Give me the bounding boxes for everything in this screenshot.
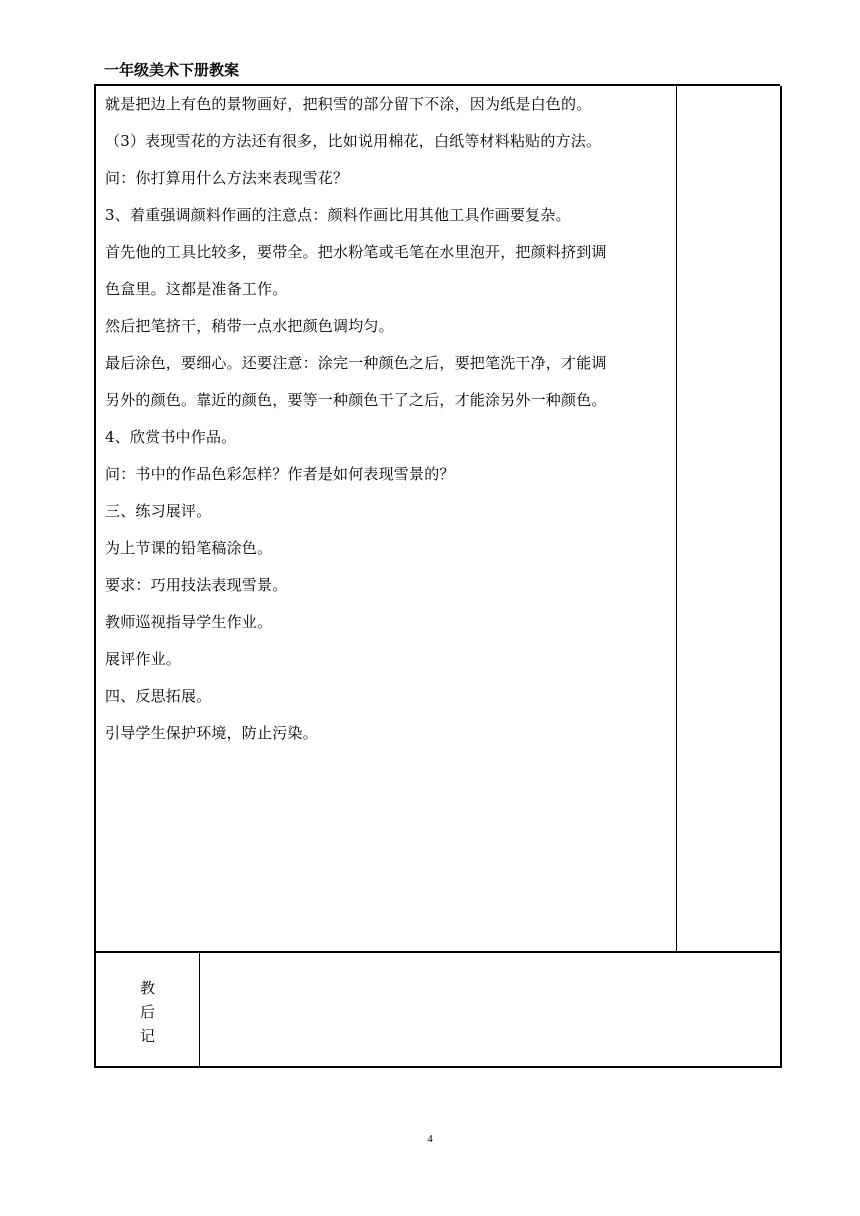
reflection-row — [96, 953, 780, 1066]
text-line: 色盒里。这都是准备工作。 — [105, 280, 288, 298]
lesson-body-row — [96, 86, 780, 953]
text-line: 就是把边上有色的景物画好，把积雪的部分留下不涂，因为纸是白色的。 — [105, 95, 592, 113]
page-number: 4 — [427, 1133, 433, 1145]
reflection-notes-cell — [201, 953, 780, 1066]
text-line: 然后把笔挤干，稍带一点水把颜色调均匀。 — [105, 317, 394, 335]
side-notes-cell — [678, 86, 780, 951]
reflection-label-char: 后 — [139, 1003, 155, 1021]
text-line: 教师巡视指导学生作业。 — [105, 613, 273, 631]
lesson-text — [105, 86, 680, 752]
reflection-label — [96, 976, 199, 1048]
text-line: 3、着重强调颜料作画的注意点：颜料作画比用其他工具作画要复杂。 — [105, 206, 571, 224]
text-line: 引导学生保护环境，防止污染。 — [105, 724, 318, 742]
text-line: 展评作业。 — [105, 650, 182, 668]
page-title: 一年级美术下册教案 — [104, 61, 240, 79]
reflection-label-char: 教 — [139, 979, 155, 997]
text-line: 4、欣赏书中作品。 — [105, 428, 237, 446]
text-line: 最后涂色，要细心。还要注意：涂完一种颜色之后，要把笔洗干净，才能调 — [105, 354, 607, 372]
text-line: 问：书中的作品色彩怎样？作者是如何表现雪景的？ — [105, 465, 455, 483]
text-line: 问：你打算用什么方法来表现雪花？ — [105, 169, 349, 187]
reflection-label-char: 记 — [139, 1027, 155, 1045]
reflection-label-cell — [96, 953, 200, 1066]
text-line: 另外的颜色。靠近的颜色，要等一种颜色干了之后，才能涂另外一种颜色。 — [105, 391, 607, 409]
text-line: 要求：巧用技法表现雪景。 — [105, 576, 288, 594]
text-line: 三、练习展评。 — [105, 502, 212, 520]
lesson-content-cell — [96, 86, 677, 951]
lesson-table — [94, 86, 782, 1068]
text-line: 首先他的工具比较多，要带全。把水粉笔或毛笔在水里泡开，把颜料挤到调 — [105, 243, 607, 261]
text-line: 为上节课的铅笔稿涂色。 — [105, 539, 273, 557]
text-line: （3）表现雪花的方法还有很多，比如说用棉花，白纸等材料粘贴的方法。 — [105, 132, 602, 150]
text-line: 四、反思拓展。 — [105, 687, 212, 705]
